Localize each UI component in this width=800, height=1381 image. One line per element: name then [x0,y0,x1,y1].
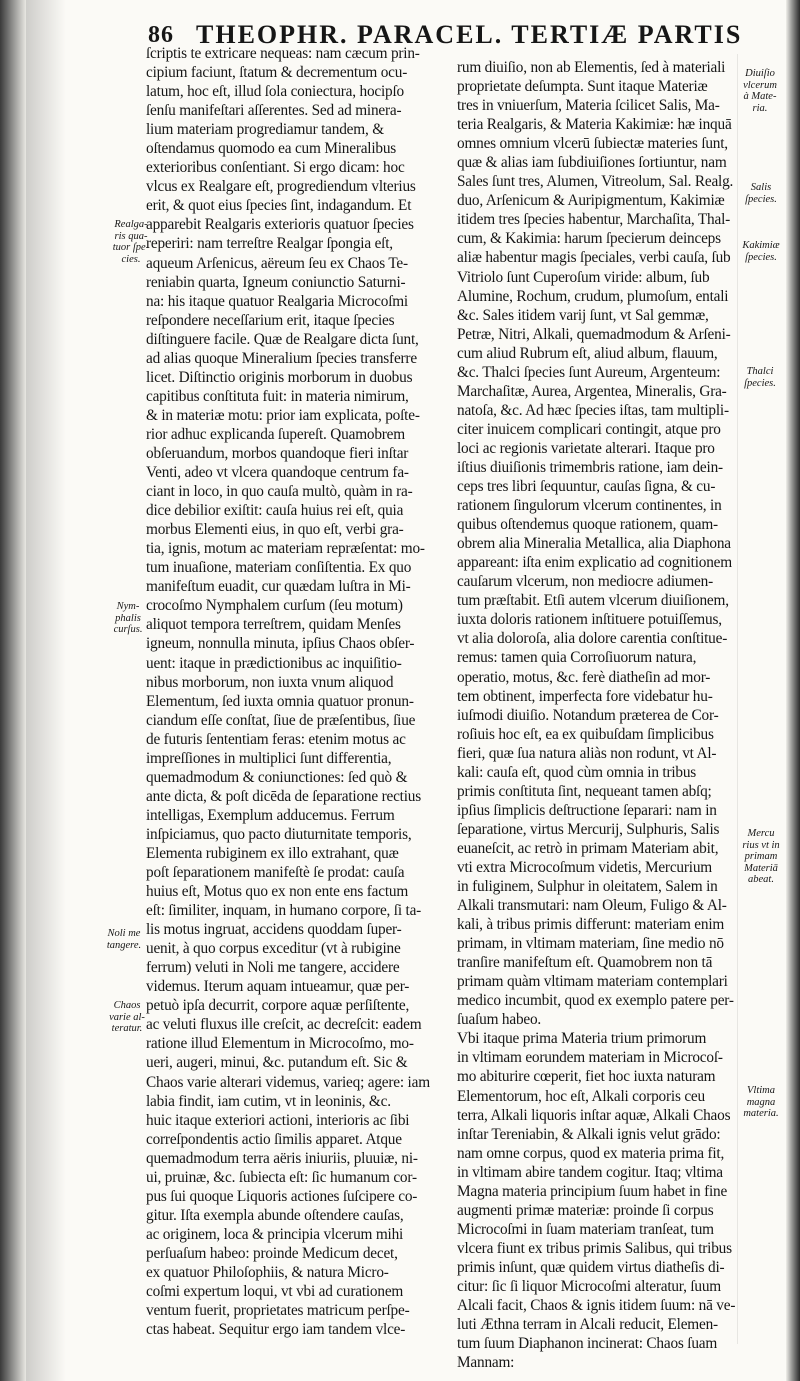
margin-note-thalci [742,366,778,389]
text-line: tem obtinent, imperfecta fore videbatur hu- [457,687,713,705]
text-line: poſt ſeparationem manifeſtè ſe prodat: cauſa [146,864,405,882]
text-line: ac originem, loca & principia vlcerum mihi [146,1225,404,1243]
text-line: quemadmodum & coniunctiones: ſed quò & [146,768,408,786]
text-line: Marchaſitæ, Aurea, Argentea, Mineralis, Gra- [457,382,727,400]
gutter-shadow [26,0,66,1381]
margin-note-vltima [741,1085,781,1120]
text-line: cipium faciunt, ſtatum & decrementum ocu- [146,64,408,82]
text-line: Elementorum, hoc eſt, Alkali corporis ceu [457,1087,705,1105]
text-line: uenit, à quo corpus exceditur (vt à rubigine [146,940,401,958]
text-line: Alcali facit, Chaos & ignis itidem ſuum: nā ve- [457,1297,736,1315]
text-line: aliquot tempora terreſtrem, quidam Menſes [146,616,401,634]
margin-note-line: tuor ſpe- [112,242,150,253]
margin-note-line: Thalci [746,366,774,377]
text-line: Elementum, ſed iuxta omnia quatuor pronun- [146,692,414,710]
text-line: cum aliud Rubrum eſt, aliud album, flauum, [457,344,718,362]
text-line: &c. Thalci ſpecies ſunt Aureum, Argenteum: [457,363,721,381]
text-line: ſcriptis te extricare nequeas: nam cæcum prin- [146,45,420,62]
text-line: itidem tres ſpecies habentur, Marchaſita, Thal- [457,211,731,229]
page-right-edge-shadow [786,0,800,1381]
text-line: in vltimam eorundem materiam in Microcoſ- [457,1049,723,1067]
text-line: intelligas, Exemplum adducemus. Ferrum [146,806,395,824]
margin-note-line: curſus. [113,624,143,635]
text-line: Sales ſunt tres, Alumen, Vitreolum, Sal. Realg. [457,173,734,191]
margin-note-line: abeat. [748,874,774,885]
text-line: ferrum) veluti in Noli me tangere, accidere [146,959,400,977]
margin-note-line: Realga- [114,219,148,230]
text-line: reperiri: nam terreſtre Realgar ſpongia eſt, [146,235,393,253]
text-line: &c. Sales itidem varij ſunt, vt Sal gemmæ, [457,306,709,324]
text-line: citur: ſic ſi liquor Microcoſmi alteratur, ſuum [457,1278,721,1295]
text-line: ventum fuerit, proprietates matricum perſpe- [146,1302,410,1320]
text-line: vlcera fiunt ex tribus primis Salibus, qui tribus [457,1239,732,1257]
text-line: ſuaſum habeo. [457,1011,542,1029]
text-line: ciant in loco, in quo cauſa multò, quàm in ra- [146,483,413,501]
margin-note-line: Mercu [747,828,775,839]
running-head: THEOPHR. PARACEL. TERTIÆ PARTIS [196,20,743,49]
text-line: tia, ignis, motum ac materiam repræſentat: mo- [146,540,425,558]
text-line: ipſius ſimplicis deſtructione ſeparari: nam in [457,801,717,819]
margin-note-line: varie al- [109,1011,145,1023]
text-line: correſpondentis actio ſimilis apparet. Atque [146,1130,402,1148]
text-line: gitur. Iſta exempla abunde oſtendere cauſas, [146,1206,404,1224]
margin-note-realgaris [110,219,152,265]
text-line: ſeparatione, virtus Mercurij, Sulphuris, Salis [457,820,720,838]
text-line: Vitriolo ſunt Cuperoſum viride: album, ſub [457,268,710,286]
margin-note-chaos [104,1000,150,1035]
text-line: luti Æthna terram in Alcali reducit, Elemen- [457,1316,718,1334]
text-line: uent: itaque in prædictionibus ac inquiſitio- [146,654,402,672]
text-line: videmus. Iterum aquam intueamur, quæ per- [146,978,410,996]
text-line: in fuliginem, Sulphur in oleitatem, Salem in [457,878,718,896]
text-line: vti extra Microcoſmum videtis, Mercurium [457,858,712,876]
text-line: perſuaſum habeo: proinde Medicum decet, [146,1244,398,1262]
margin-note-line: tangere. [106,939,142,951]
text-line: primis inſunt, quæ quidem virtus diatheſis di- [457,1258,725,1276]
text-line: duo, Arſenicum & Auripigmentum, Kakimiæ [457,192,725,210]
margin-note-line: rius vt in [742,839,780,851]
margin-note-kakimiae [742,240,780,263]
text-line: primam quàm vltimam materiam contemplari [457,973,728,991]
text-line: Alumine, Rochum, crudum, plumoſum, entali [457,287,729,305]
text-line: cum, & Kakimia: harum ſpecierum deinceps [457,230,721,248]
text-line: Chaos varie alterari videmus, varieq; agere: iam [146,1073,430,1091]
left-text-column [146,44,444,1339]
margin-note-line: ris qua- [114,230,148,242]
margin-note-line: ria. [752,102,768,114]
text-line: reſpondere neceſſarium erit, itaque ſpecies [146,311,395,329]
text-line: coſmi expertum loqui, vt vbi ad curationem [146,1283,404,1301]
text-line: pus ſui quoque Liquoris actiones ſuſcipere co- [146,1187,418,1205]
text-line: medico incumbit, quod ex exemplo patere per- [457,992,734,1010]
margin-note-line: Nym- [116,601,140,612]
margin-note-line: vlcerum [743,79,777,91]
margin-note-line: Chaos [113,1000,141,1011]
text-line: manifeſtum euadit, cur quædam luſtra in Mi- [146,578,411,596]
margin-note-line: ſpecies. [745,251,777,263]
text-line: kali, à tribus primis differunt: materiam enim [457,916,725,934]
text-line: & in materiæ motu: prior iam explicata, poſte- [146,406,420,424]
margin-note-line: cies. [121,253,141,265]
text-line: ctas habeat. Sequitur ergo iam tandem vlce- [146,1321,406,1339]
text-line: lis motus ingruat, accidens quoddam ſuper- [146,921,402,939]
text-line: apparebit Realgaris exterioris quatuor ſpecies [146,216,414,234]
text-line: Petræ, Nitri, Alkali, quemadmodum & Arſeni- [457,325,731,343]
text-line: de futuris ſententiam feras: etenim motus ac [146,730,406,748]
text-line: Magna materia principium ſuum habet in fine [457,1182,728,1200]
text-line: rum diuiſio, non ab Elementis, ſed à materiali [457,59,726,76]
margin-note-line: Salis [750,182,772,193]
text-line: omnes omnium vlcerū ſubiectæ materies ſunt, [457,135,728,153]
text-line: vlcus ex Realgare eſt, progrediendum vlterius [146,178,416,196]
text-line: ciandum eſſe conſtat, ſiue de præſentibus, ſiue [146,711,416,729]
text-line: ceps tres libri ſequuntur, cauſas ſigna, & cu- [457,478,716,496]
text-line: in vltimam abire tandem cogitur. Itaq; vltima [457,1163,723,1181]
text-line: operatio, motus, &c. ferè diatheſin ad mor- [457,668,711,686]
text-line: Mannam: [457,1354,515,1372]
text-line: impreſſiones in multiplici ſunt differentia, [146,749,392,767]
text-line: dice debilior exiſtit: cauſa huius rei eſt, quia [146,502,404,520]
text-line: Alkali transmutari: nam Oleum, Fuligo & Al- [457,897,727,915]
text-line: inſtar Tereniabin, & Alkali ignis velut grādo: [457,1125,721,1143]
text-line: augmenti primæ materiæ: proinde ſi corpus [457,1201,714,1219]
text-line: crocoſmo Nymphalem curſum (ſeu motum) [146,597,403,615]
text-line: huic itaque exteriori actioni, interioris ac ſibi [146,1111,410,1129]
margin-note-line: Diuiſio [745,68,775,79]
text-line: ac veluti fluxus ille creſcit, ac decreſcit: eadem [146,1016,422,1034]
text-line: inſpiciamus, quo pacto diuturnitate temporis, [146,825,412,843]
text-line: ueri, augeri, minui, &c. putandum eſt. Sic & [146,1054,408,1072]
text-line: nam omne corpus, quod ex materia prima fit, [457,1144,725,1162]
margin-note-line: Vltima [747,1085,775,1096]
text-line: obſeruandum, morbos quandoque fieri inſtar [146,444,409,462]
text-line: diſtinguere facile. Quæ de Realgare dicta ſunt, [146,330,419,348]
text-line: quæ & alias iam ſubdiuiſiones ſortiuntur, nam [457,154,727,172]
text-line: citer inuicem complicari contingit, atque pro [457,420,721,438]
text-line: licet. Diſtinctio originis morborum in duobus [146,368,413,386]
text-line: tum præſtabit. Etſi autem vlcerum diuiſionem, [457,592,729,610]
text-line: rationem ſingulorum vlcerum continentes, in [457,497,722,515]
margin-note-mercurius [741,828,781,886]
text-line: labia findit, iam cutim, vt in leoninis, &c. [146,1092,391,1110]
text-line: igneum, nonnulla minuta, ipſius Chaos obſer- [146,635,415,653]
text-line: ex quatuor Philoſophiis, & natura Micro- [146,1264,389,1281]
page-number: 86 [148,22,174,48]
margin-note-line: phalis [115,612,141,624]
text-line: primis conſtituta ſint, nequeant tamen abſq; [457,782,712,800]
right-text-column [457,58,741,1372]
text-line: eſt: ſimiliter, inquam, in humano corpore, ſi ta- [146,902,422,920]
margin-note-line: primam [744,851,778,862]
text-line: morbus Elementi eius, in quo eſt, verbi gra- [146,521,404,539]
text-line: aqueum Arſenicus, aëreum ſeu ex Chaos Te- [146,254,408,272]
text-line: aliæ habentur magis ſpeciales, verbi cauſa, ſub [457,249,731,267]
margin-note-divisio [740,68,780,114]
text-line: proprietate deſumpta. Sunt itaque Materiæ [457,78,708,96]
text-line: Microcoſmi in ſuam materiam tranſeat, tum [457,1220,714,1238]
text-line: ante dicta, & poſt dicēda de ſeparatione rectius [146,787,421,805]
text-line: vt alia doloroſa, alia dolore carentia conſtitue- [457,630,728,648]
text-line: appareant: iſta enim explicatio ad cognitionem [457,554,732,572]
text-line: na: his itaque quatuor Realgaria Microcoſmi [146,292,408,310]
text-line: iuxta doloris rationem inſtituere potuiſſemus, [457,611,722,629]
margin-note-nymphalis [103,601,153,636]
text-line: euaneſcit, ac retrò in primam Materiam abit, [457,839,719,857]
text-line: tres in vniuerſum, Materia ſcilicet Salis, Ma- [457,97,720,115]
margin-note-line: Noli me [107,928,141,939]
margin-note-line: teratur. [111,1023,143,1034]
text-line: natoſa, &c. Ad hæc ſpecies iſtas, tam multipli- [457,401,729,419]
text-line: quemadmodum terra aëris iniuriis, pluuiæ, ni- [146,1149,418,1167]
text-line: reniabin quarta, Igneum coniunctio Saturni- [146,273,406,291]
text-line: mo abiturire cœperit, fiet hoc iuxta naturam [457,1068,716,1086]
text-line: huius eſt, Motus quo ex non ente ens factum [146,883,409,901]
text-line: exterioribus conſentiant. Si ergo dicam: hoc [146,159,405,177]
text-line: roſiuis hoc eſt, ea ex quibuſdam ſimplicibus [457,725,714,743]
text-line: cauſarum vlcerum, non mediocre adiumen- [457,573,713,591]
text-line: iſtius diuiſionis trimembris ratione, iam dein- [457,458,723,476]
margin-note-line: Kakimiæ [742,240,780,251]
text-line: erit, & quot eius ſpecies ſint, indagandum. Et [146,197,412,215]
text-line: ui, pruinæ, &c. ſubiecta eſt: ſic humanum cor- [146,1168,417,1186]
text-line: petuò ipſa decurrit, corpore aquæ perſiſtente, [146,997,410,1015]
margin-note-line: ſpecies. [744,377,776,389]
margin-note-noli-me-tangere [98,928,150,951]
text-line: Venti, adeo vt vlcera quandoque centrum fa- [146,464,409,482]
text-line: latum, hoc eſt, illud ſola coniectura, hocipſo [146,83,404,101]
margin-note-line: materia. [743,1108,779,1119]
text-line: Elementa rubiginem ex illo extrahant, quæ [146,844,399,862]
text-line: kali: cauſa eſt, quod cùm omnia in tribus [457,763,697,781]
text-line: fieri, quæ ſua natura aliàs non rodunt, vt Al- [457,744,717,762]
text-line: capitibus conſtituta fuit: in materia nimirum, [146,387,409,405]
text-line: quibus oſtendemus quoque rationem, quam- [457,516,718,534]
margin-note-line: à Mate- [743,91,777,102]
margin-note-line: ſpecies. [745,193,777,205]
text-line: iuſmodi diuiſio. Notandum præterea de Cor- [457,706,719,724]
text-line: remus: tamen quia Corroſiuorum natura, [457,649,697,667]
margin-note-salis [742,182,780,205]
text-line: rior adhuc explicanda ſupereſt. Quamobrem [146,425,405,443]
text-line: loci ac regionis varietate alterari. Itaque pro [457,439,715,457]
text-line: tum ſuum Diaphanon incinerat: Chaos ſuam [457,1335,718,1353]
text-line: tum inuaſione, materiam conſiſtentia. Ex quo [146,559,412,577]
text-line: primam, in vltimam materiam, ſine medio nō [457,935,724,953]
margin-note-line: magna [746,1096,776,1108]
text-line: terra, Alkali liquoris inſtar aquæ, Alkali Chaos [457,1106,731,1124]
text-line: tranſire manifeſtum eſt. Quamobrem non tā [457,954,713,972]
text-line: teria Realgaris, & Materia Kakimiæ: hæ inquā [457,116,732,134]
text-line: nibus morborum, non iuxta vnum aliquod [146,673,394,691]
text-line: obrem alia Mineralia Metallica, alia Diaphona [457,535,731,553]
text-line: lium materiam progrediamur tandem, & [146,121,384,139]
page-left-edge-shadow [0,0,26,1381]
text-line: ratione illud Elementum in Microcoſmo, mo- [146,1035,414,1053]
text-line: ad alias quoque Mineralium ſpecies transferre [146,349,417,367]
text-line: oſtendamus quomodo ea cum Mineralibus [146,140,397,158]
margin-note-line: Materiā [744,862,778,874]
text-line: ſenſu manifeſtari aſſerentes. Sed ad minera- [146,102,402,120]
text-line: Vbi itaque prima Materia trium primorum [457,1030,707,1048]
